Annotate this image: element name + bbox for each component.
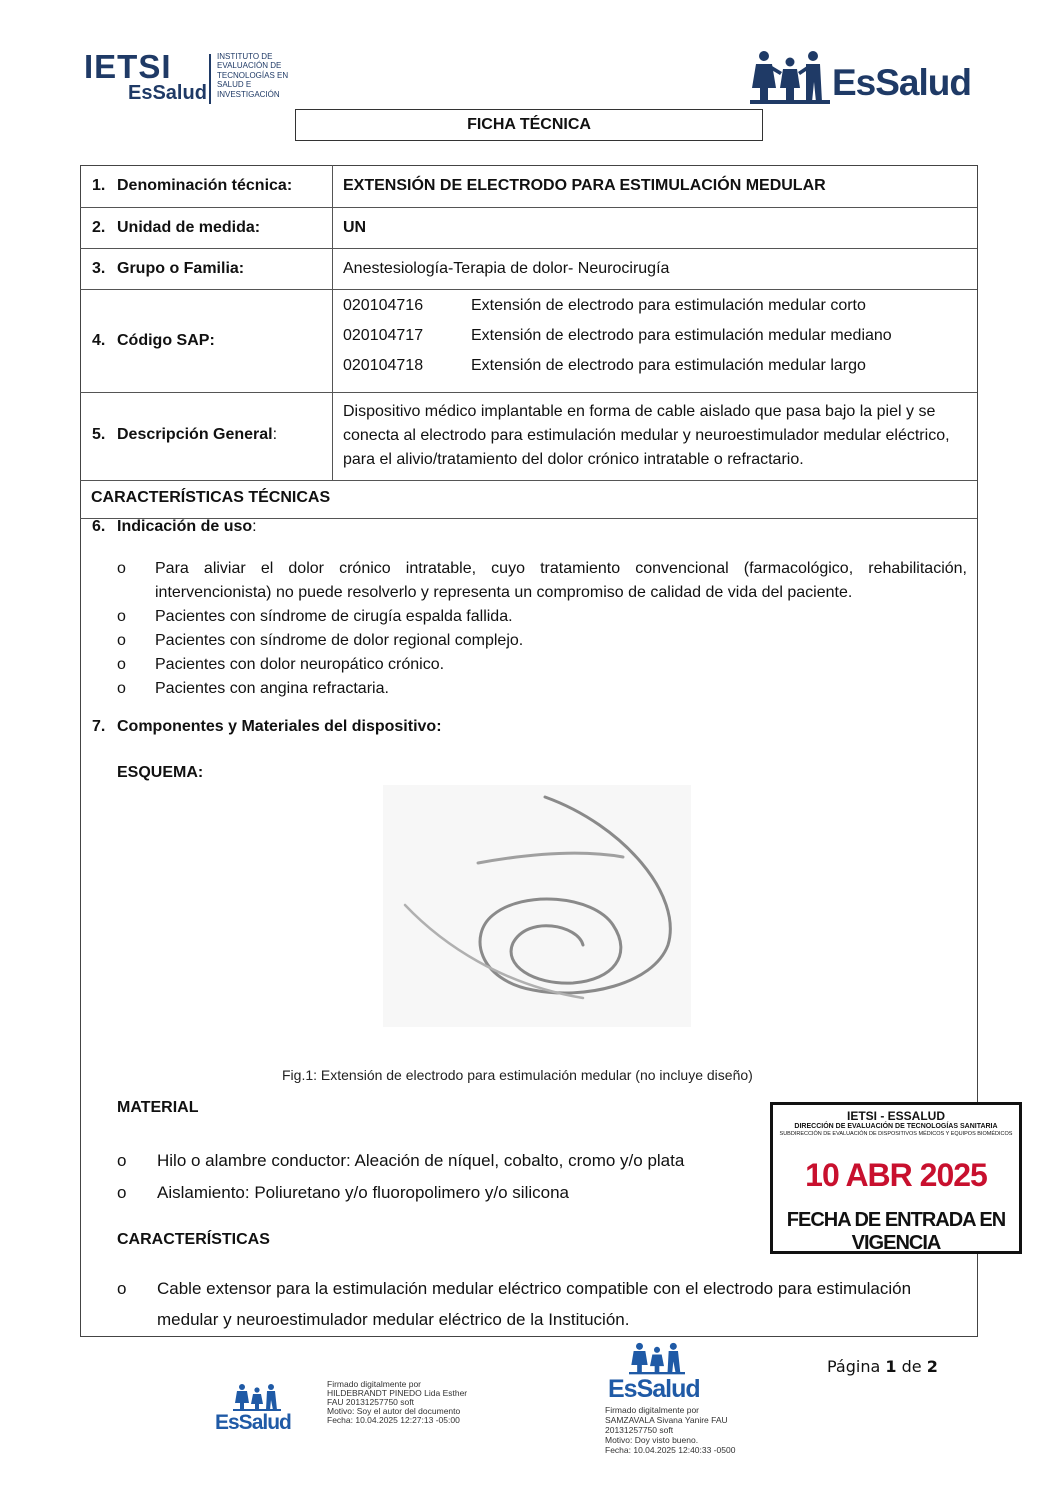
list-item	[117, 1146, 757, 1176]
row-divider	[80, 480, 977, 481]
family-icon	[233, 1383, 281, 1411]
section-title: Componentes y Materiales del dispositivo:	[117, 718, 442, 735]
signature-line: Fecha: 10.04.2025 12:40:33 -0500	[605, 1445, 736, 1455]
bullet-marker: o	[117, 1279, 127, 1298]
signature-line: Firmado digitalmente por	[605, 1405, 700, 1415]
esquema-heading: ESQUEMA:	[117, 764, 204, 781]
stamp-subdirection: SUBDIRECCIÓN DE EVALUACIÓN DE DISPOSITIVOS MÉDICOS Y EQUIPOS BIOMÉDICOS	[779, 1131, 1013, 1137]
signature-line: SAMZAVALA Sivana Yanire FAU	[605, 1415, 728, 1425]
institute-line: TECNOLOGÍAS EN	[217, 70, 289, 80]
list-item-text: Cable extensor para la estimulación medular eléctrico compatible con el electrodo para estimulación medular y neuroestimulador medular eléctrico de la Institución.	[157, 1279, 912, 1329]
section-heading-caracteristicas-tecnicas: CARACTERÍSTICAS TÉCNICAS	[91, 489, 331, 506]
grupo-label	[92, 260, 244, 278]
row-number: 3.	[92, 260, 106, 277]
sap-description: Extensión de electrodo para estimulación medular mediano	[471, 327, 892, 344]
list-item-text: Pacientes con síndrome de cirugía espalda fallida.	[155, 608, 513, 625]
essalud-footer-logo	[605, 1341, 715, 1407]
signature-line: 20131257750 soft	[605, 1425, 674, 1435]
ietsi-logo	[84, 50, 304, 108]
denominacion-value: EXTENSIÓN DE ELECTRODO PARA ESTIMULACIÓN MEDULAR	[343, 177, 826, 194]
row-number: 2.	[92, 219, 106, 236]
row-divider	[80, 392, 977, 393]
caracteristicas-list	[117, 1273, 947, 1335]
page-number	[827, 1357, 938, 1376]
list-item-text: Pacientes con síndrome de dolor regional complejo.	[155, 632, 524, 649]
list-item-text: Aislamiento: Poliuretano y/o fluoropolimero y/o silicona	[157, 1183, 569, 1202]
document-title: FICHA TÉCNICA	[295, 109, 763, 141]
indicacion-heading	[92, 518, 257, 536]
stamp-date: 10 ABR 2025	[805, 1157, 987, 1193]
material-list	[117, 1146, 757, 1208]
denominacion-label	[92, 177, 292, 195]
ietsi-logo-sub: EsSalud	[128, 82, 207, 104]
descripcion-value: Dispositivo médico implantable en forma de cable aislado que pasa bajo la piel y se conecta al electrodo para estimulación medular y neuroestimulador medular eléctrico, para el alivio/tratamiento del dolor crónico intratable o refractario.	[343, 403, 950, 468]
digital-signature-1	[327, 1380, 507, 1425]
sap-label	[92, 332, 215, 350]
list-item	[117, 677, 967, 701]
sap-description: Extensión de electrodo para estimulación medular corto	[471, 297, 866, 314]
row-label-text: Código SAP:	[117, 332, 215, 349]
row-label-text: Grupo o Familia:	[117, 260, 245, 277]
essalud-footer-logo	[213, 1383, 298, 1438]
bullet-marker: o	[117, 560, 126, 577]
row-divider	[80, 248, 977, 249]
institute-line: EVALUACIÓN DE	[217, 61, 282, 71]
stamp-org: IETSI - ESSALUD	[846, 1109, 945, 1123]
essalud-logo	[750, 48, 980, 106]
bullet-marker: o	[117, 656, 126, 673]
stamp-direction: DIRECCIÓN DE EVALUACIÓN DE TECNOLOGÍAS SANITARIA	[794, 1123, 998, 1130]
list-item	[117, 1178, 757, 1208]
bullet-marker: o	[117, 608, 126, 625]
institute-line: SALUD E	[217, 80, 252, 90]
signature-line: Motivo: Soy el autor del documento	[327, 1406, 461, 1416]
coiled-cable-illustration	[383, 785, 691, 1027]
section-colon: :	[252, 518, 257, 535]
cable-figure	[383, 785, 691, 1027]
sap-description: Extensión de electrodo para estimulación medular largo	[471, 357, 866, 374]
family-icon	[629, 1341, 685, 1375]
ietsi-institute-name	[217, 52, 307, 99]
institute-line: INVESTIGACIÓN	[217, 89, 280, 99]
essalud-logo-text: EsSalud	[832, 62, 971, 103]
list-item	[117, 605, 967, 629]
row-number: 4.	[92, 332, 106, 349]
sap-code: 020104717	[343, 327, 424, 344]
row-number: 5.	[92, 426, 106, 443]
row-divider	[80, 289, 977, 290]
unidad-label	[92, 219, 260, 237]
bullet-marker: o	[117, 1151, 127, 1170]
list-item	[117, 1273, 947, 1335]
signature-line: Firmado digitalmente por	[327, 1379, 422, 1389]
section-number: 7.	[92, 718, 106, 735]
page-of: de	[901, 1357, 922, 1376]
stamp-caption: FECHA DE ENTRADA EN VIGENCIA	[786, 1209, 1006, 1254]
section-number: 6.	[92, 518, 106, 535]
list-item-text: Hilo o alambre conductor: Aleación de níquel, cobalto, cromo y/o plata	[157, 1151, 685, 1170]
ietsi-logo-text: IETSI	[84, 48, 172, 85]
column-divider	[332, 165, 333, 480]
indicacion-list	[117, 557, 967, 701]
list-item-text: Para aliviar el dolor crónico intratable, cuyo tratamiento convencional (farmacológico, rehabilitación, intervencionista) no puede resolverlo y representa un compromiso de calidad de vida del paciente.	[155, 560, 967, 601]
digital-signature-2	[605, 1405, 785, 1455]
row-label-text: Denominación técnica:	[117, 177, 293, 194]
sap-code: 020104718	[343, 357, 424, 374]
signature-line: Fecha: 10.04.2025 12:27:13 -05:00	[327, 1415, 460, 1425]
section-title: Indicación de uso	[117, 518, 253, 535]
bullet-marker: o	[117, 680, 126, 697]
family-icon	[750, 48, 830, 104]
list-item	[117, 653, 967, 677]
descripcion-label	[92, 426, 277, 444]
signature-line: Motivo: Doy visto bueno.	[605, 1435, 699, 1445]
signature-line: FAU 20131257750 soft	[327, 1397, 414, 1407]
page-total: 2	[926, 1357, 938, 1376]
page-label: Página	[827, 1357, 881, 1376]
logo-divider	[209, 54, 211, 104]
sap-code: 020104716	[343, 297, 424, 314]
list-item	[117, 629, 967, 653]
essalud-footer-logo-text: EsSalud	[215, 1411, 291, 1434]
row-label-text: Unidad de medida:	[117, 219, 261, 236]
row-label-text: Descripción General	[117, 426, 273, 443]
page-current: 1	[885, 1357, 897, 1376]
row-number: 1.	[92, 177, 106, 194]
unidad-value: UN	[343, 219, 367, 236]
bullet-marker: o	[117, 632, 126, 649]
grupo-value: Anestesiología-Terapia de dolor- Neurocirugía	[343, 260, 670, 277]
list-item-text: Pacientes con angina refractaria.	[155, 680, 389, 697]
validity-stamp	[770, 1102, 1022, 1254]
row-divider	[80, 207, 977, 208]
row-label-colon: :	[272, 426, 278, 443]
bullet-marker: o	[117, 1183, 127, 1202]
material-heading: MATERIAL	[117, 1099, 199, 1116]
list-item	[117, 557, 967, 605]
essalud-footer-logo-text: EsSalud	[608, 1375, 700, 1403]
figure-caption: Fig.1: Extensión de electrodo para estimulación medular (no incluye diseño)	[282, 1067, 753, 1083]
institute-line: INSTITUTO DE	[217, 52, 273, 61]
list-item-text: Pacientes con dolor neuropático crónico.	[155, 656, 445, 673]
componentes-heading	[92, 718, 442, 736]
signature-line: HILDEBRANDT PINEDO Lida Esther	[327, 1388, 468, 1398]
caracteristicas-heading: CARACTERÍSTICAS	[117, 1231, 270, 1248]
